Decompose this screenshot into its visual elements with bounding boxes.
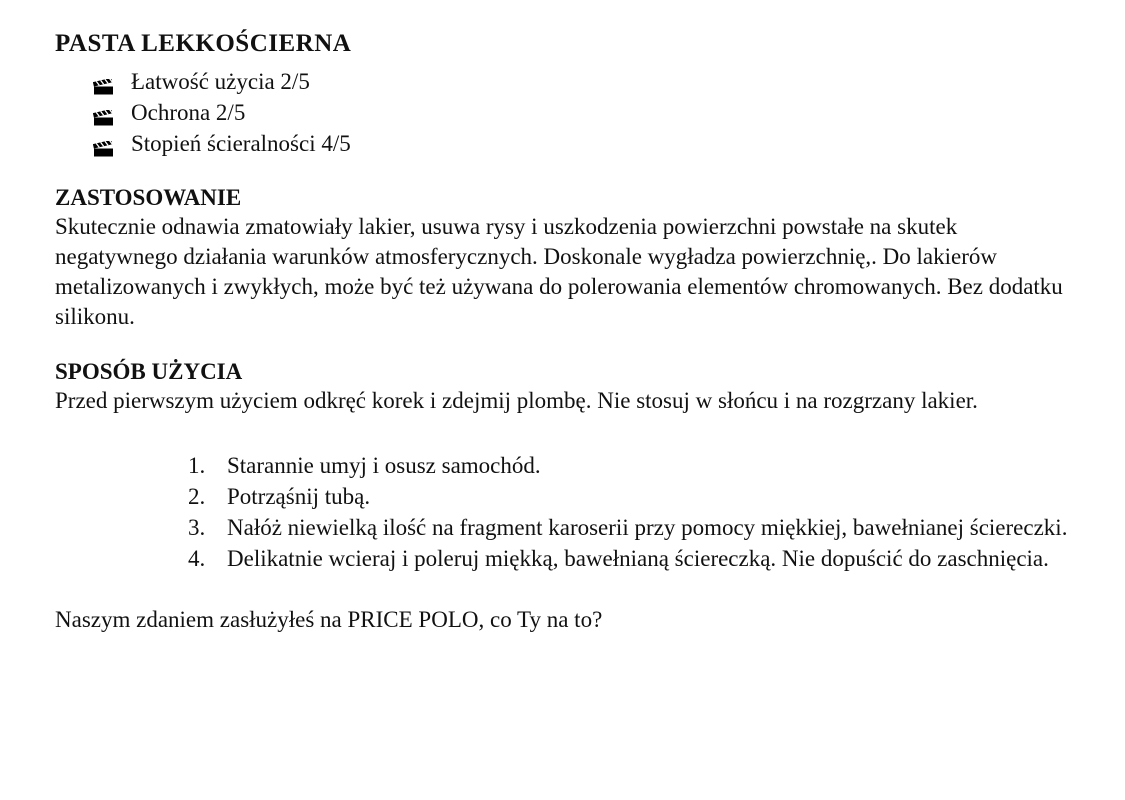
ratings-list bbox=[55, 66, 1075, 159]
step-text: Nałóż niewielką ilość na fragment karoserii przy pomocy miękkiej, bawełnianej ściereczki. bbox=[227, 515, 1068, 540]
closing-line: Naszym zdaniem zasłużyłeś na PRICE POLO, co Ty na to? bbox=[55, 607, 603, 632]
clapperboard-icon bbox=[93, 104, 115, 121]
rating-item bbox=[93, 97, 1075, 128]
step-item bbox=[188, 450, 1075, 481]
step-number: 4. bbox=[188, 546, 206, 571]
rating-item bbox=[93, 128, 1075, 159]
rating-label: Ochrona 2/5 bbox=[131, 100, 246, 125]
step-text: Delikatnie wcieraj i poleruj miękką, bawełnianą ściereczką. Nie dopuścić do zaschnięcia. bbox=[227, 546, 1049, 571]
step-number: 2. bbox=[188, 484, 206, 509]
clapperboard-icon bbox=[93, 135, 115, 152]
rating-label: Łatwość użycia 2/5 bbox=[131, 69, 310, 94]
document-title: PASTA LEKKOŚCIERNA bbox=[55, 30, 352, 57]
steps-list bbox=[55, 450, 1075, 574]
step-text: Starannie umyj i osusz samochód. bbox=[227, 453, 541, 478]
step-number: 1. bbox=[188, 453, 206, 478]
step-text: Potrząśnij tubą. bbox=[227, 484, 371, 509]
rating-item bbox=[93, 66, 1075, 97]
rating-label: Stopień ścieralności 4/5 bbox=[131, 131, 351, 156]
step-item bbox=[188, 543, 1075, 574]
step-item bbox=[188, 481, 1075, 512]
clapperboard-icon bbox=[93, 73, 115, 90]
step-item bbox=[188, 512, 1075, 543]
step-number: 3. bbox=[188, 515, 206, 540]
section-body-zastosowanie: Skutecznie odnawia zmatowiały lakier, usuwa rysy i uszkodzenia powierzchni powstałe na skutek negatywnego działania warunków atmosferycznych. Doskonale wygładza powierzchnię,. Do lakierów metalizowanych i zwykłych, może być też używana do polerowania elementów chromowanych. Bez dodatku silikonu. bbox=[55, 214, 1063, 329]
section-body-sposob-uzycia: Przed pierwszym użyciem odkręć korek i zdejmij plombę. Nie stosuj w słońcu i na rozgrzany lakier. bbox=[55, 388, 978, 413]
section-heading-zastosowanie: ZASTOSOWANIE bbox=[55, 185, 242, 210]
section-heading-sposob-uzycia: SPOSÓB UŻYCIA bbox=[55, 359, 243, 384]
